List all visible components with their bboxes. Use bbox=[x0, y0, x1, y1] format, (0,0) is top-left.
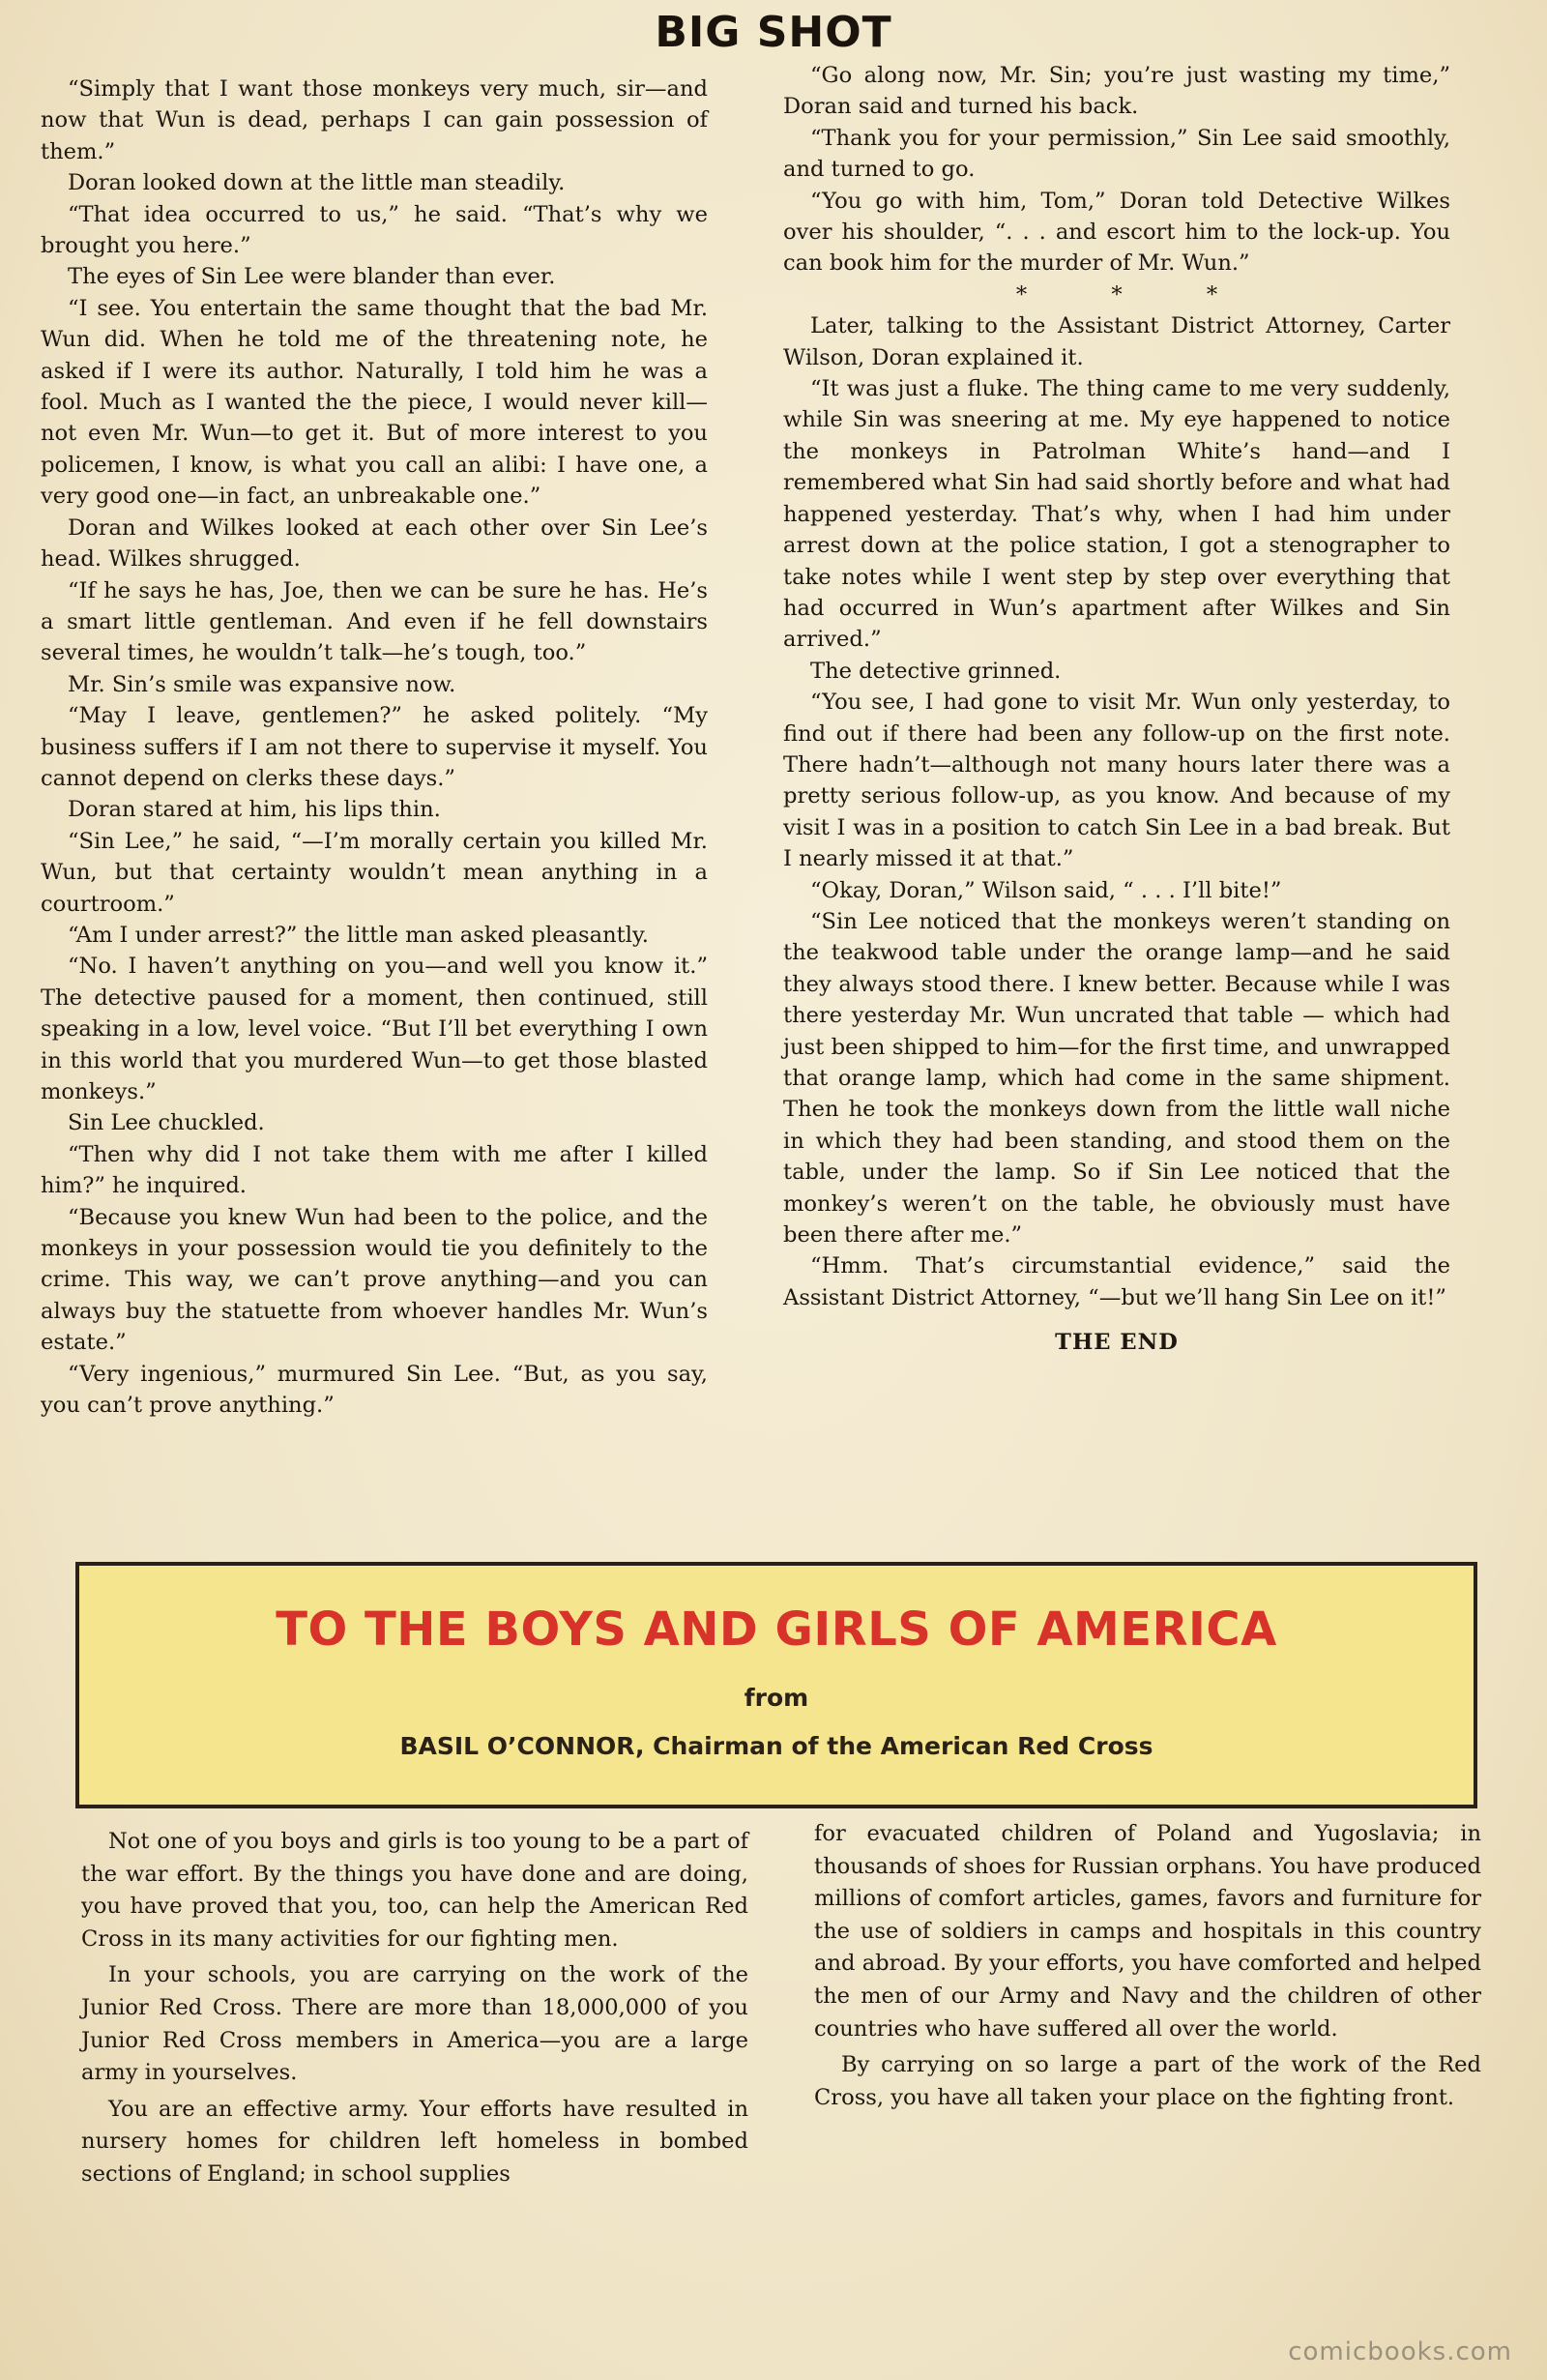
story-column-right bbox=[783, 60, 1450, 1359]
story-paragraph: Doran stared at him, his lips thin. bbox=[68, 797, 441, 823]
story-paragraph: “If he says he has, Joe, then we can be sure he has. He’s a smart little gentleman. And even if he fell downstairs several times, he wouldn’t talk—he’s tough, too.” bbox=[41, 577, 708, 666]
letter-paragraph: Not one of you boys and girls is too young to be a part of the war effort. By the things you have done and are doing, you have proved that you, too, can help the American Red Cross in its many activities for our fighting men. bbox=[81, 1829, 748, 1952]
story-column-left bbox=[41, 73, 708, 1421]
banner-title: TO THE BOYS AND GIRLS OF AMERICA bbox=[276, 1602, 1277, 1657]
story-paragraph: “Sin Lee noticed that the monkeys weren’t standing on the teakwood table under the orange lamp—and he said they always stood there. I knew better. Because while I was there yesterday Mr. Wun uncrated that table — which had just been shipped to him—for the first time, and unwrapped that orange lamp, which had come in the same shipment. Then he took the monkeys down from the little wall niche in which they had been standing, and stood them on the table, under the lamp. So if Sin Lee noticed that the monkey’s weren’t on the table, he obviously must have been there after me.” bbox=[783, 908, 1450, 1249]
story-paragraph: “Am I under arrest?” the little man asked pleasantly. bbox=[68, 922, 649, 948]
story-paragraph: “Thank you for your permission,” Sin Lee said smoothly, and turned to go. bbox=[783, 125, 1450, 183]
letter-paragraph: In your schools, you are carrying on the work of the Junior Red Cross. There are more than 18,000,000 of you Junior Red Cross members in America—you are a large army in yourselves. bbox=[81, 1962, 748, 2086]
story-paragraph: “May I leave, gentlemen?” he asked politely. “My business suffers if I am not there to supervise it myself. You cannot depend on clerks these days.” bbox=[41, 703, 708, 791]
story-paragraph: “You see, I had gone to visit Mr. Wun only yesterday, to find out if there had been any follow-up on the first note. There hadn’t—although not many hours later there was a pretty serious follow-up, as you know. And because of my visit I was in a position to catch Sin Lee in a bad break. But I nearly missed it at that.” bbox=[783, 690, 1450, 872]
scene-separator: * * * bbox=[1015, 281, 1257, 308]
story-paragraph: “You go with him, Tom,” Doran told Detective Wilkes over his shoulder, “. . . and escort him to the lock-up. You can book him for the murder of Mr. Wun.” bbox=[783, 188, 1450, 277]
letter-column-left bbox=[81, 1826, 748, 2191]
watermark: comicbooks.com bbox=[1288, 2337, 1512, 2366]
letter-column-right bbox=[814, 1818, 1481, 2114]
story-paragraph: “I see. You entertain the same thought that the bad Mr. Wun did. When he told me of the threatening note, he asked if I were its author. Naturally, I told him he was a fool. Much as I wanted the the piece, I would never kill—not even Mr. Wun—to get it. But of more interest to you policemen, I know, is what you call an alibi: I have one, a very good one—in fact, an unbreakable one.” bbox=[41, 295, 708, 510]
letter-paragraph: You are an effective army. Your efforts have resulted in nursery homes for children left homeless in bombed sections of England; in school supplies bbox=[81, 2096, 748, 2187]
story-paragraph: “Then why did I not take them with me after I killed him?” he inquired. bbox=[41, 1141, 708, 1199]
story-paragraph: “Because you knew Wun had been to the police, and the monkeys in your possession would tie you definitely to the crime. This way, we can’t prove anything—and you can always buy the statuette from whoever handles Mr. Wun’s estate.” bbox=[41, 1204, 708, 1356]
story-paragraph: Doran looked down at the little man steadily. bbox=[68, 170, 566, 196]
banner-from: from bbox=[744, 1684, 809, 1712]
story-paragraph: Doran and Wilkes looked at each other over Sin Lee’s head. Wilkes shrugged. bbox=[41, 514, 708, 573]
story-paragraph: “It was just a fluke. The thing came to me very suddenly, while Sin was sneering at me. My eye happened to notice the monkeys in Patrolman White’s hand—and I remembered what Sin had said shortly before and what had happened yesterday. That’s why, when I had him under arrest down at the police station, I got a stenographer to take notes while I went step by step over everything that had occurred in Wun’s apartment after Wilkes and Sin arrived.” bbox=[783, 376, 1450, 653]
story-paragraph: “Sin Lee,” he said, “—I’m morally certain you killed Mr. Wun, but that certainty wouldn’t mean anything in a courtroom.” bbox=[41, 828, 708, 917]
story-paragraph: Mr. Sin’s smile was expansive now. bbox=[68, 671, 456, 697]
banner-byline: BASIL O’CONNOR, Chairman of the American Red Cross bbox=[399, 1732, 1153, 1760]
story-paragraph: “Go along now, Mr. Sin; you’re just wasting my time,” Doran said and turned his back. bbox=[783, 63, 1450, 120]
letter-paragraph: for evacuated children of Poland and Yugoslavia; in thousands of shoes for Russian orphans. You have produced millions of comfort articles, games, favors and furniture for the use of soldiers in camps and hospitals in this country and abroad. By your efforts, you have comforted and helped the men of our Army and Navy and the children of other countries who have suffered all over the world. bbox=[814, 1821, 1481, 2042]
story-paragraph: The eyes of Sin Lee were blander than ever. bbox=[68, 264, 556, 290]
the-end-label: THE END bbox=[1055, 1330, 1179, 1356]
story-paragraph: Sin Lee chuckled. bbox=[68, 1110, 265, 1136]
story-paragraph: “That idea occurred to us,” he said. “That’s why we brought you here.” bbox=[41, 201, 708, 259]
story-paragraph: “No. I haven’t anything on you—and well you know it.” The detective paused for a moment, then continued, still speaking in a low, level voice. “But I’ll bet everything I own in this world that you murdered Wun—to get those blasted monkeys.” bbox=[41, 954, 708, 1104]
story-paragraph: “Okay, Doran,” Wilson said, “ . . . I’ll bite!” bbox=[810, 877, 1282, 903]
letter-paragraph: By carrying on so large a part of the work of the Red Cross, you have all taken your place on the fighting front. bbox=[814, 2052, 1481, 2110]
story-paragraph: Later, talking to the Assistant District Attorney, Carter Wilson, Doran explained it. bbox=[783, 313, 1450, 370]
story-paragraph: “Simply that I want those monkeys very much, sir—and now that Wun is dead, perhaps I can gain possession of them.” bbox=[41, 76, 708, 164]
story-paragraph: “Very ingenious,” murmured Sin Lee. “But, as you say, you can’t prove anything.” bbox=[41, 1361, 708, 1419]
masthead-title: BIG SHOT bbox=[655, 8, 892, 57]
story-paragraph: “Hmm. That’s circumstantial evidence,” said the Assistant District Attorney, “—but we’ll hang Sin Lee on it!” bbox=[783, 1253, 1450, 1310]
red-cross-banner bbox=[75, 1562, 1477, 1808]
story-paragraph: The detective grinned. bbox=[810, 658, 1062, 684]
